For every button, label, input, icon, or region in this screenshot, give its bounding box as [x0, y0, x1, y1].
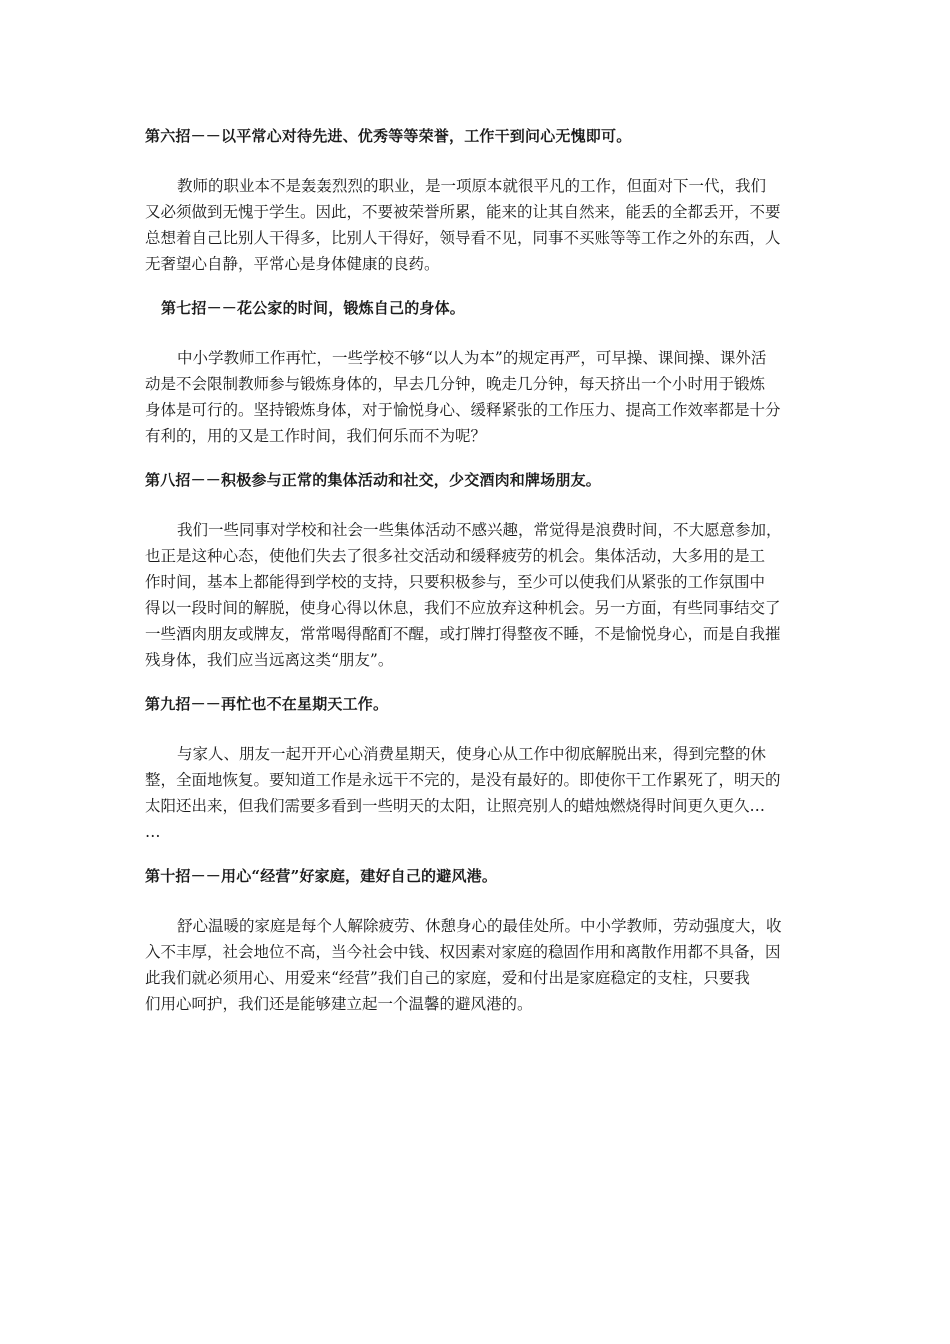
section-heading: 第十招－－用心“经营”好家庭，建好自己的避风港。	[145, 867, 498, 885]
paragraph-line: 身体是可行的。坚持锻炼身体，对于愉悦身心、缓释紧张的工作压力、提高工作效率都是十分	[145, 401, 781, 419]
paragraph-line: 舒心温暖的家庭是每个人解除疲劳、休憩身心的最佳处所。中小学教师，劳动强度大，收	[177, 917, 782, 935]
paragraph-line: 有利的，用的又是工作时间，我们何乐而不为呢？	[145, 427, 487, 445]
section-paragraph	[145, 173, 810, 277]
paragraph-line: 中小学教师工作再忙，一些学校不够“以人为本”的规定再严，可早操、课间操、课外活	[177, 349, 767, 367]
paragraph-line: 与家人、朋友一起开开心心消费星期天，使身心从工作中彻底解脱出来，得到完整的休	[177, 745, 767, 763]
section-paragraph	[145, 345, 810, 449]
paragraph-line: 残身体，我们应当远离这类“朋友”。	[145, 651, 394, 669]
section-heading: 第七招－－花公家的时间，锻炼自己的身体。	[161, 299, 466, 317]
paragraph-line: …	[145, 823, 161, 841]
paragraph-line: 我们一些同事对学校和社会一些集体活动不感兴趣，常觉得是浪费时间，不大愿意参加，	[177, 521, 782, 539]
paragraph-line: 作时间，基本上都能得到学校的支持，只要积极参与，至少可以使我们从紧张的工作氛围中	[145, 573, 766, 591]
paragraph-line: 此我们就必须用心、用爱来“经营”我们自己的家庭，爱和付出是家庭稳定的支柱，只要我	[145, 969, 750, 987]
section-paragraph	[145, 517, 810, 673]
paragraph-line: 太阳还出来，但我们需要多看到一些明天的太阳，让照亮别人的蜡烛燃烧得时间更久更久…	[145, 797, 766, 815]
paragraph-line: 也正是这种心态，使他们失去了很多社交活动和缓释疲劳的机会。集体活动，大多用的是工	[145, 547, 766, 565]
paragraph-line: 入不丰厚，社会地位不高，当今社会中钱、权因素对家庭的稳固作用和离散作用都不具备，因	[145, 943, 781, 961]
paragraph-line: 又必须做到无愧于学生。因此，不要被荣誉所累，能来的让其自然来，能丢的全都丢开，不要	[145, 203, 781, 221]
paragraph-line: 教师的职业本不是轰轰烈烈的职业，是一项原本就很平凡的工作，但面对下一代，我们	[177, 177, 767, 195]
paragraph-line: 动是不会限制教师参与锻炼身体的，早去几分钟，晚走几分钟，每天挤出一个小时用于锻炼	[145, 375, 766, 393]
paragraph-line: 总想着自己比别人干得多，比别人干得好，领导看不见，同事不买账等等工作之外的东西，人	[145, 229, 781, 247]
paragraph-line: 无奢望心自静，平常心是身体健康的良药。	[145, 255, 440, 273]
section-heading: 第九招－－再忙也不在星期天工作。	[145, 695, 389, 713]
paragraph-line: 一些酒肉朋友或牌友，常常喝得酩酊不醒，或打牌打得整夜不睡，不是愉悦身心，而是自我摧	[145, 625, 781, 643]
paragraph-line: 们用心呵护，我们还是能够建立起一个温馨的避风港的。	[145, 995, 533, 1013]
section-heading: 第八招－－积极参与正常的集体活动和社交，少交酒肉和牌场朋友。	[145, 471, 602, 489]
section-paragraph	[145, 741, 810, 845]
paragraph-line: 整，全面地恢复。要知道工作是永远干不完的，是没有最好的。即使你干工作累死了，明天的	[145, 771, 781, 789]
paragraph-line: 得以一段时间的解脱，使身心得以休息，我们不应放弃这种机会。另一方面，有些同事结交了	[145, 599, 781, 617]
section-paragraph	[145, 913, 810, 1017]
section-heading: 第六招－－以平常心对待先进、优秀等等荣誉，工作干到问心无愧即可。	[145, 127, 632, 145]
